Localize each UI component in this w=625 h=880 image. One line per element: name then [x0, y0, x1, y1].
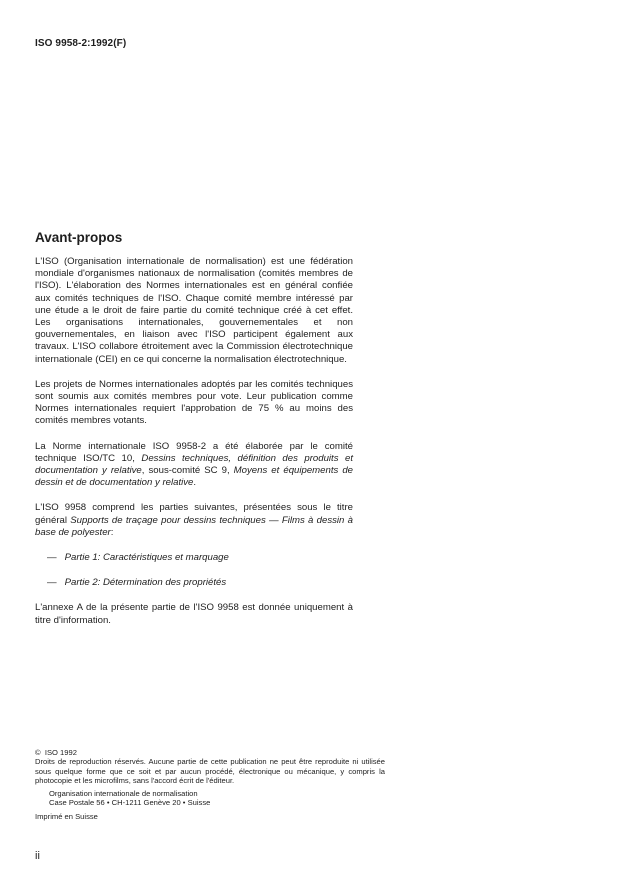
paragraph-3: [35, 441, 353, 490]
list-item: [47, 552, 353, 564]
paragraph-3-text-c: , sous-comité SC 9,: [141, 465, 234, 477]
committee-title: Dessins techniques, définition des produits et documentation y relative: [35, 452, 354, 477]
printed-in: Imprimé en Suisse: [35, 812, 98, 822]
page-number: ii: [35, 850, 40, 862]
list-dash: —: [47, 577, 57, 589]
list-item-text: Partie 2: Détermination des propriétés: [64, 577, 227, 589]
general-title: Supports de traçage pour dessins techniques — Films à dessin à base de polyester: [35, 514, 353, 538]
list-dash: —: [47, 552, 57, 564]
document-id-header: ISO 9958-2:1992(F): [35, 38, 127, 49]
paragraph-5: L'annexe A de la présente partie de l'ISO 9958 est donnée uniquement à titre d'information.: [35, 602, 353, 626]
copyright-line: [35, 748, 385, 757]
parts-list: [35, 552, 353, 589]
paragraph-4-text-c: :: [110, 526, 114, 538]
section-title: Avant-propos: [35, 230, 123, 245]
organization-address: Case Postale 56 • CH-1211 Genève 20 • Suisse: [49, 798, 211, 808]
paragraph-1: L'ISO (Organisation internationale de normalisation) est une fédération mondiale d'organismes nationaux de normalisation (comités membres de l'ISO). L'élaboration des Normes internationales est en général confiée aux comités techniques de l'ISO. Chaque comité membre intéressé par une étude a le droit de faire partie du comité technique créé à cet effet. Les organisations internationales, gouvernementales et non gouvernementales, en liaison avec l'ISO participent également aux travaux. L'ISO collabore étroitement avec la Commission électrotechnique internationale (CEI) en ce qui concerne la normalisation électrotechnique.: [35, 256, 353, 365]
paragraph-4: [35, 502, 353, 539]
subcommittee-title: Moyens et équipements de dessin et de documentation y relative: [35, 465, 354, 489]
foreword-body: [35, 256, 353, 640]
copyright-block: [35, 748, 385, 822]
paragraph-3-text-a: La Norme internationale ISO 9958-2 a été élaborée par le comité technique ISO/TC 10,: [35, 440, 353, 464]
list-item-text: Partie 1: Caractéristiques et marquage: [64, 552, 229, 564]
list-item: [47, 577, 353, 589]
copyright-text: ISO 1992: [44, 748, 77, 757]
paragraph-4-text-a: L'ISO 9958 comprend les parties suivantes, présentées sous le titre général: [35, 502, 353, 526]
paragraph-3-text-e: .: [193, 477, 197, 489]
paragraph-2: Les projets de Normes internationales adoptés par les comités techniques sont soumis aux comités membres pour vote. Leur publication comme Normes internationales requiert l'approbation de 75 % au moins des comités membres votants.: [35, 378, 353, 427]
copyright-icon: ©: [35, 748, 41, 757]
rights-notice: Droits de reproduction réservés. Aucune partie de cette publication ne peut être reproduite ni utilisée sous quelque forme que ce soit et par aucun procédé, électronique ou mécanique, y compris la photocopie et les microfilms, sans l'accord écrit de l'éditeur.: [35, 757, 385, 786]
organization-name: Organisation internationale de normalisation: [49, 788, 198, 798]
